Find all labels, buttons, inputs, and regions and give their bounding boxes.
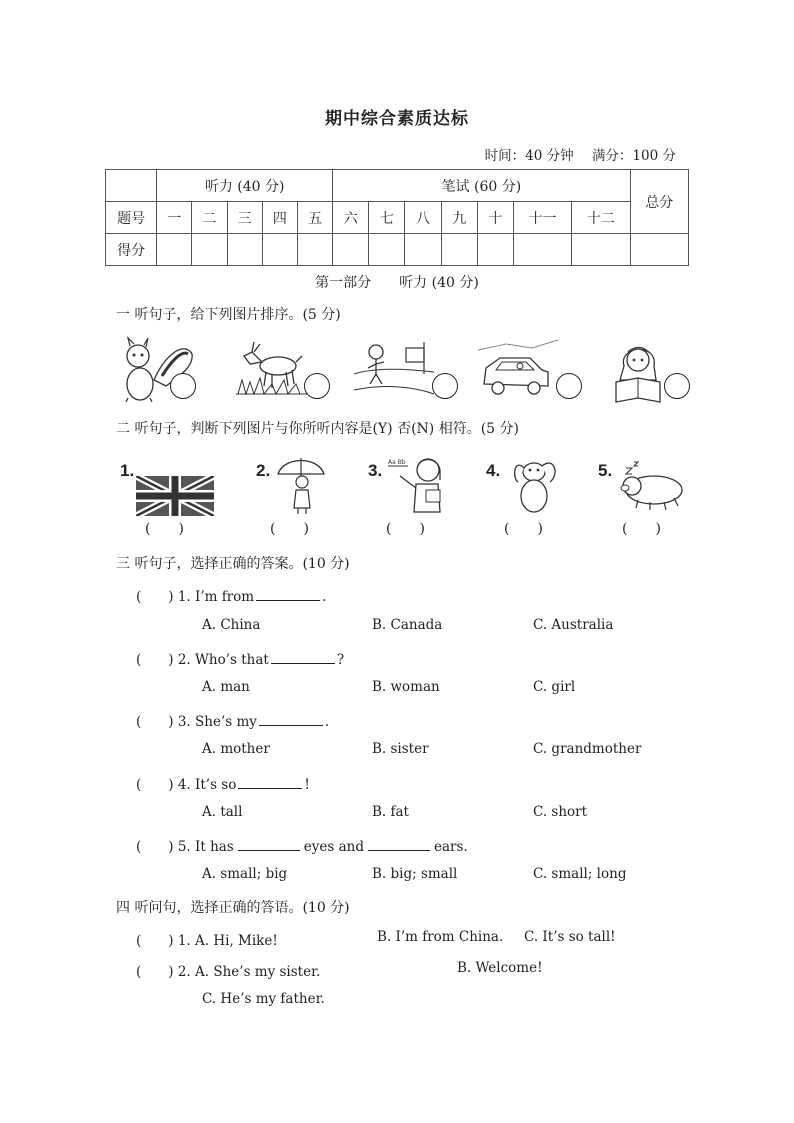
option-a: 1. A. Hi, Mike!	[177, 933, 278, 949]
page-title: 期中综合素质达标	[325, 109, 469, 129]
q-number: 七	[369, 202, 405, 234]
option-b: B. I’m from China.	[377, 929, 504, 945]
q-number: 六	[333, 202, 369, 234]
q2-heading: 二 听句子，判断下列图片与你所听内容是(Y) 否(N) 相符。(5 分)	[116, 421, 519, 437]
q2-paren[interactable]: ( )	[145, 521, 184, 537]
score-cell[interactable]	[572, 234, 630, 266]
score-cell[interactable]	[192, 234, 227, 266]
option-a: A. tall	[202, 804, 243, 820]
score-cell[interactable]	[369, 234, 405, 266]
answer-paren[interactable]: ( )	[136, 933, 174, 949]
option-c: C. It’s so tall!	[524, 929, 616, 945]
item-stem: 2. Who’s that	[177, 652, 269, 668]
option-b: B. sister	[372, 741, 429, 757]
q2-number: 2.	[256, 461, 271, 480]
item-stem-end: .	[324, 714, 330, 730]
option-a: 2. A. She’s my sister.	[177, 964, 321, 980]
answer-circle[interactable]	[170, 373, 196, 399]
option-a: A. small; big	[202, 866, 288, 882]
score-cell[interactable]	[405, 234, 441, 266]
boy-running-picture	[352, 338, 436, 398]
answer-paren[interactable]: ( )	[136, 714, 174, 730]
score-cell[interactable]	[513, 234, 571, 266]
q2-paren[interactable]: ( )	[622, 521, 661, 537]
q3-item	[136, 710, 329, 730]
q4-item	[136, 960, 320, 980]
q-number: 十二	[572, 202, 630, 234]
rabbit-picture	[508, 452, 562, 516]
answer-circle[interactable]	[304, 373, 330, 399]
item-stem-mid: eyes and	[303, 839, 364, 855]
option-b: B. Welcome!	[457, 960, 543, 976]
answer-blank[interactable]	[368, 838, 430, 851]
q-number: 九	[441, 202, 477, 234]
answer-paren[interactable]: ( )	[136, 777, 174, 793]
item-stem: 1. I’m from	[177, 589, 255, 605]
table-corner	[106, 170, 157, 202]
option-c: C. short	[533, 804, 588, 820]
score-cell[interactable]	[227, 234, 262, 266]
q-number: 十一	[513, 202, 571, 234]
girl-reading-picture	[610, 336, 666, 404]
option-c: C. Australia	[533, 617, 614, 633]
q-number: 二	[192, 202, 227, 234]
item-stem-end: ?	[336, 652, 345, 668]
answer-blank[interactable]	[271, 651, 335, 664]
listening-header: 听力 (40 分)	[157, 170, 333, 202]
score-cell[interactable]	[297, 234, 332, 266]
q2-number: 1.	[120, 461, 135, 480]
item-stem: 3. She’s my	[177, 714, 257, 730]
teacher-picture	[386, 454, 448, 518]
part1-heading: 第一部分 听力 (40 分)	[315, 275, 479, 291]
q2-paren[interactable]: ( )	[386, 521, 425, 537]
item-stem: 5. It has	[177, 839, 234, 855]
q3-item	[136, 835, 468, 855]
q2-paren[interactable]: ( )	[270, 521, 309, 537]
option-a: A. China	[202, 617, 261, 633]
answer-blank[interactable]	[238, 838, 300, 851]
option-b: B. Canada	[372, 617, 443, 633]
option-a: A. man	[202, 679, 250, 695]
q3-heading: 三 听句子，选择正确的答案。(10 分)	[116, 556, 350, 572]
q2-paren[interactable]: ( )	[504, 521, 543, 537]
option-b: B. woman	[372, 679, 440, 695]
board-text: Aa Bb	[388, 459, 406, 466]
answer-circle[interactable]	[432, 373, 458, 399]
answer-paren[interactable]: ( )	[136, 652, 174, 668]
q1-heading: 一 听句子，给下列图片排序。(5 分)	[116, 307, 341, 323]
q4-heading: 四 听问句，选择正确的答语。(10 分)	[116, 900, 350, 916]
q-number: 五	[297, 202, 332, 234]
score-cell[interactable]	[477, 234, 513, 266]
option-b: B. big; small	[372, 866, 458, 882]
answer-paren[interactable]: ( )	[136, 839, 174, 855]
q3-item	[136, 585, 326, 605]
girl-umbrella-picture	[274, 454, 328, 516]
q2-number: 3.	[368, 461, 383, 480]
score-cell[interactable]	[262, 234, 297, 266]
option-c: C. small; long	[533, 866, 627, 882]
time-limit: 时间：40 分钟	[484, 148, 574, 164]
q-number: 八	[405, 202, 441, 234]
full-score: 满分：100 分	[591, 148, 676, 164]
total-score-cell[interactable]	[630, 234, 688, 266]
q-number: 一	[157, 202, 192, 234]
answer-circle[interactable]	[664, 373, 690, 399]
option-c: C. He’s my father.	[202, 991, 325, 1007]
row-label-score: 得分	[106, 234, 157, 266]
item-stem-end: ears.	[433, 839, 468, 855]
answer-circle[interactable]	[556, 373, 582, 399]
score-cell[interactable]	[441, 234, 477, 266]
answer-blank[interactable]	[259, 713, 323, 726]
pig-picture	[616, 458, 688, 512]
exam-meta	[471, 144, 676, 164]
q2-number: 4.	[486, 461, 501, 480]
answer-blank[interactable]	[238, 776, 302, 789]
option-a: A. mother	[202, 741, 270, 757]
q3-item	[136, 773, 310, 793]
uk-flag-picture	[136, 476, 214, 516]
answer-blank[interactable]	[256, 588, 320, 601]
option-c: C. grandmother	[533, 741, 642, 757]
item-stem-end: .	[322, 589, 327, 605]
score-cell[interactable]	[333, 234, 369, 266]
item-stem: 4. It’s so	[177, 777, 237, 793]
q4-item	[136, 929, 278, 949]
answer-paren[interactable]: ( )	[136, 964, 174, 980]
q-number: 四	[262, 202, 297, 234]
total-header: 总分	[630, 170, 688, 234]
item-stem-end: !	[304, 777, 310, 793]
writing-header-cell: 笔试 (60 分)	[333, 170, 630, 202]
answer-paren[interactable]: ( )	[136, 589, 174, 605]
option-c: C. girl	[533, 679, 576, 695]
score-cell[interactable]	[157, 234, 192, 266]
q3-item	[136, 648, 344, 668]
row-label-number: 题号	[106, 202, 157, 234]
option-b: B. fat	[372, 804, 409, 820]
car-picture	[476, 336, 560, 400]
q2-number: 5.	[598, 461, 613, 480]
q-number: 十	[477, 202, 513, 234]
score-table	[105, 169, 689, 266]
q-number: 三	[227, 202, 262, 234]
